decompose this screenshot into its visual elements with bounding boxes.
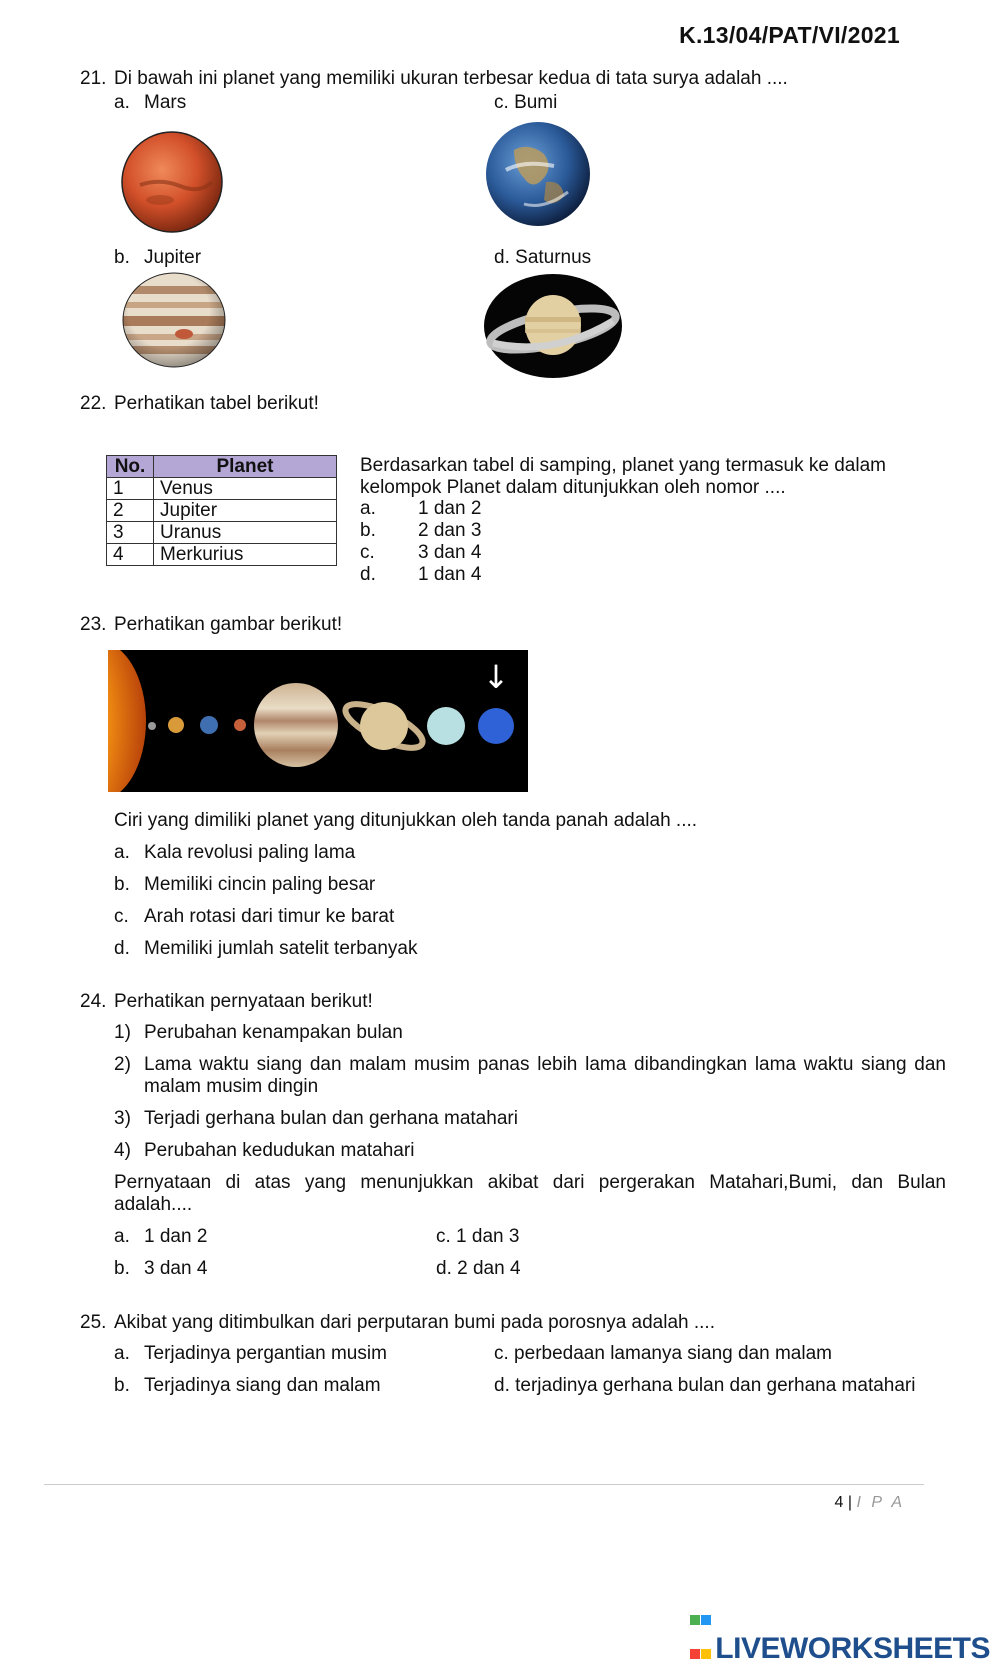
question-24 (80, 991, 373, 1013)
question-number: 22. (80, 393, 107, 414)
question-number: 21. (80, 68, 107, 89)
q23-question: Ciri yang dimiliki planet yang ditunjukkan oleh tanda panah adalah .... (114, 810, 698, 831)
cell-no: 2 (107, 500, 154, 522)
option-text: 1 dan 2 (144, 1226, 208, 1247)
table-row (107, 522, 337, 544)
option-text: Memiliki jumlah satelit terbanyak (144, 938, 418, 959)
q25-option-a[interactable] (114, 1343, 387, 1365)
q24-option-b[interactable] (114, 1258, 207, 1280)
statement-3 (114, 1108, 518, 1130)
page-number-value: 4 | (834, 1494, 853, 1511)
q23-option-a[interactable] (114, 842, 355, 864)
mars-image (120, 130, 224, 234)
liveworksheets-wordmark: LIVEWORKSHEETS (715, 1632, 990, 1665)
statement-text: Lama waktu siang dan malam musim panas lebih lama dibandingkan lama waktu siang dan (144, 1054, 946, 1075)
q21-option-d[interactable] (494, 247, 591, 269)
table-row (107, 500, 337, 522)
subject-label: I P A (856, 1494, 905, 1511)
statement-2 (114, 1054, 946, 1098)
q22-option-c[interactable] (360, 542, 481, 564)
statement-number: 4) (114, 1140, 131, 1161)
solar-system-image (108, 650, 528, 792)
cell-planet: Merkurius (154, 544, 337, 566)
option-letter: b. (114, 1258, 130, 1279)
option-letter: c. (494, 92, 509, 113)
page-number (835, 1494, 905, 1512)
question-number: 24. (80, 991, 107, 1012)
statement-number: 1) (114, 1022, 131, 1043)
question-line: Berdasarkan tabel di samping, planet yang termasuk ke dalam (360, 455, 886, 476)
q22-options (360, 498, 481, 586)
q21-option-c[interactable] (494, 92, 557, 114)
document-code: K.13/04/PAT/VI/2021 (679, 22, 900, 48)
option-letter: a. (114, 92, 130, 113)
cell-no: 3 (107, 522, 154, 544)
option-text: Memiliki cincin paling besar (144, 874, 376, 895)
question-number: 25. (80, 1312, 107, 1333)
q24-question (114, 1172, 946, 1216)
q25-option-b[interactable] (114, 1375, 381, 1397)
option-letter: b. (360, 520, 376, 541)
question-line: adalah.... (114, 1194, 193, 1215)
question-25 (80, 1312, 715, 1334)
option-letter: c. (114, 906, 129, 927)
q22-option-a[interactable] (360, 498, 481, 520)
statement-text: Perubahan kedudukan matahari (144, 1140, 415, 1161)
option-text: c. 1 dan 3 (436, 1226, 520, 1247)
option-text: 1 dan 4 (418, 564, 482, 585)
option-text: 1 dan 2 (418, 498, 482, 519)
q24-option-a[interactable] (114, 1226, 207, 1248)
jupiter-image (122, 272, 226, 368)
table-header-no: No. (107, 456, 154, 478)
question-number: 23. (80, 614, 107, 635)
cell-no: 1 (107, 478, 154, 500)
question-text: Perhatikan tabel berikut! (114, 393, 319, 414)
arrow-indicator: ↓ (482, 658, 510, 696)
option-text: Saturnus (515, 247, 592, 268)
q25-option-d[interactable] (494, 1375, 915, 1397)
statement-text: Perubahan kenampakan bulan (144, 1022, 403, 1043)
footer-divider (44, 1484, 924, 1485)
cell-planet: Jupiter (154, 500, 337, 522)
q24-option-c[interactable] (436, 1226, 519, 1248)
option-text: 2 dan 3 (418, 520, 482, 541)
question-text: Perhatikan pernyataan berikut! (114, 991, 373, 1012)
liveworksheets-icon (690, 1600, 712, 1622)
earth-image (484, 120, 592, 228)
q22-option-b[interactable] (360, 520, 481, 542)
question-text: Akibat yang ditimbulkan dari perputaran bumi pada porosnya adalah .... (114, 1312, 715, 1333)
question-23 (80, 614, 342, 636)
option-text: Terjadinya siang dan malam (144, 1375, 381, 1396)
statement-text: Terjadi gerhana bulan dan gerhana matahari (144, 1108, 518, 1129)
option-text: Arah rotasi dari timur ke barat (144, 906, 395, 927)
option-letter: a. (114, 1343, 130, 1364)
liveworksheets-logo (690, 1600, 990, 1666)
option-letter: b. (114, 874, 130, 895)
statement-number: 2) (114, 1054, 131, 1075)
option-text: c. perbedaan lamanya siang dan malam (494, 1343, 832, 1364)
question-line: kelompok Planet dalam ditunjukkan oleh nomor .... (360, 477, 786, 498)
question-22 (80, 393, 319, 415)
table-header-planet: Planet (154, 456, 337, 478)
option-text: d. 2 dan 4 (436, 1258, 521, 1279)
option-letter: a. (114, 1226, 130, 1247)
option-letter: a. (360, 498, 376, 519)
q22-option-d[interactable] (360, 564, 481, 586)
option-letter: d. (360, 564, 376, 585)
planet-table (106, 455, 337, 566)
option-text: d. terjadinya gerhana bulan dan gerhana matahari (494, 1375, 916, 1396)
question-line: Pernyataan di atas yang menunjukkan akibat dari pergerakan Matahari,Bumi, dan Bulan (114, 1172, 946, 1193)
q23-option-c[interactable] (114, 906, 394, 928)
saturn-image (483, 273, 623, 379)
question-text: Di bawah ini planet yang memiliki ukuran terbesar kedua di tata surya adalah .... (114, 68, 788, 89)
option-text: 3 dan 4 (144, 1258, 208, 1279)
option-letter: b. (114, 247, 130, 268)
option-text: 3 dan 4 (418, 542, 482, 563)
cell-planet: Venus (154, 478, 337, 500)
cell-no: 4 (107, 544, 154, 566)
option-text: Mars (144, 92, 187, 113)
question-text: Perhatikan gambar berikut! (114, 614, 343, 635)
q22-question (360, 455, 886, 499)
table-row (107, 544, 337, 566)
q23-option-d[interactable] (114, 938, 418, 960)
option-text: Kala revolusi paling lama (144, 842, 356, 863)
statement-number: 3) (114, 1108, 131, 1129)
q21-option-a[interactable] (114, 92, 186, 114)
statement-4 (114, 1140, 414, 1162)
statement-text-continued: malam musim dingin (144, 1076, 319, 1097)
option-letter: d. (114, 938, 130, 959)
option-letter: b. (114, 1375, 130, 1396)
q21-option-b[interactable] (114, 247, 201, 269)
option-text: Jupiter (144, 247, 202, 268)
table-row (107, 478, 337, 500)
q23-option-b[interactable] (114, 874, 375, 896)
option-text: Bumi (514, 92, 558, 113)
option-letter: d. (494, 247, 510, 268)
option-text: Terjadinya pergantian musim (144, 1343, 387, 1364)
option-letter: c. (360, 542, 375, 563)
statement-1 (114, 1022, 403, 1044)
q25-option-c[interactable] (494, 1343, 832, 1365)
cell-planet: Uranus (154, 522, 337, 544)
option-letter: a. (114, 842, 130, 863)
question-21 (80, 68, 788, 90)
q24-option-d[interactable] (436, 1258, 521, 1280)
